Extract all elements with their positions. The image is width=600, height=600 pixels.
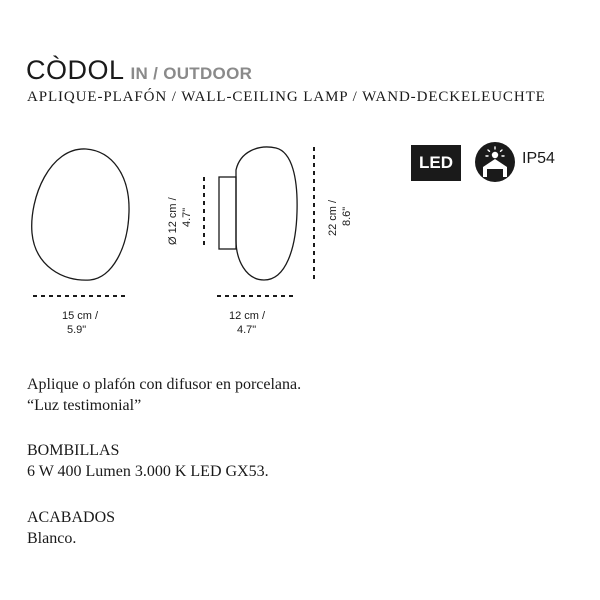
front-width-label (62, 309, 98, 337)
availability-label: IN / OUTDOOR (130, 64, 253, 83)
base-diameter-cm: Ø 12 cm / (167, 197, 179, 245)
outdoor-house-sun-icon (474, 141, 516, 183)
bulbs-spec: 6 W 400 Lumen 3.000 K LED GX53. (27, 463, 269, 480)
side-depth-label (229, 309, 265, 337)
height-cm: 22 cm / (327, 199, 339, 236)
bulbs-heading: BOMBILLAS (27, 442, 120, 459)
front-view-shape (32, 149, 129, 280)
base-diameter-label (166, 197, 194, 245)
ip-rating-label: IP54 (522, 150, 555, 167)
description-line-1: Aplique o plafón con difusor en porcelana. (27, 376, 302, 393)
front-width-cm: 15 cm / (62, 310, 99, 322)
finishes-value: Blanco. (27, 530, 77, 547)
base-diameter-in: 4.7" (181, 207, 193, 227)
height-label (326, 200, 354, 236)
height-in: 8.6" (341, 206, 353, 226)
front-width-in: 5.9" (67, 324, 87, 336)
product-name: CÒDOL (26, 55, 125, 85)
side-depth-in: 4.7" (237, 324, 257, 336)
side-depth-cm: 12 cm / (229, 310, 266, 322)
side-view-base (219, 177, 236, 249)
description-line-2: “Luz testimonial” (27, 397, 142, 414)
product-type-line: APLIQUE-PLAFÓN / WALL-CEILING LAMP / WAND-DECKELEUCHTE (27, 89, 546, 105)
finishes-heading: ACABADOS (27, 509, 116, 526)
led-badge: LED (411, 145, 461, 181)
side-view-shape (236, 147, 297, 280)
